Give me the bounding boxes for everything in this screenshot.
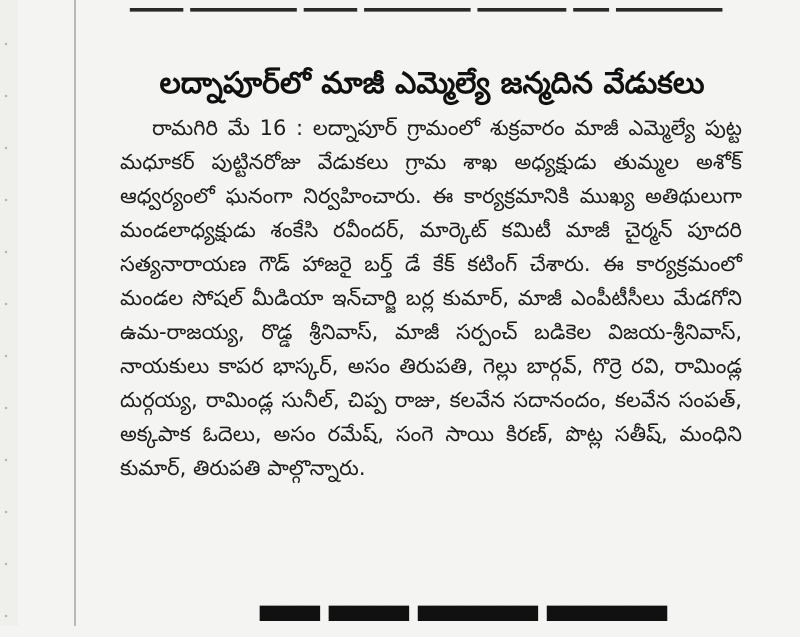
article-body xyxy=(120,111,742,611)
news-article xyxy=(112,0,752,637)
previous-article-cut-line xyxy=(130,0,730,14)
article-body-text: లద్నాపూర్ గ్రామంలో శుక్రవారం మాజీ ఎమ్మెల్యే పుట్ట మధూకర్ పుట్టినరోజు వేడుకలు గ్రామ శాఖ అధ్యక్షుడు తుమ్మల అశోక్ ఆధ్వర్యంలో ఘనంగా నిర్వహించారు. ఈ కార్యక్రమానికి ముఖ్య అతిథులుగా మండలాధ్యక్షుడు శంకేసి రవీందర్, మార్కెట్ కమిటీ మాజీ చైర్మన్ పూదరి సత్యనారాయణ గౌడ్ హాజరై బర్త్ డే కేక్ కటింగ్ చేశారు. ఈ కార్యక్రమంలో మండల సోషల్ మీడియా ఇన్‌చార్జి బర్ల కుమార్, మాజీ ఎంపీటీసీలు మేడగోని ఉమ-రాజయ్య, రొడ్డ శ్రీనివాస్, మాజీ సర్పంచ్ బడికెల విజయ-శ్రీనివాస్, నాయకులు కాపర భాస్కర్, అసం తిరుపతి, గెల్లు బార్గవ్, గొర్రె రవి, రామిండ్ల దుర్గయ్య, రామిండ్ల సునీల్, చిప్ప రాజు, కలవేన సదానందం, కలవేన సంపత్, అక్కపాక ఓదెలు, అసం రమేష్, సంగె సాయి కిరణ్, పొట్ల సతీష్, మంధిని కుమార్, తిరుపతి పాల్గొన్నారు. xyxy=(120,116,742,480)
column-divider xyxy=(74,0,76,626)
article-headline: లద్నాపూర్‌లో మాజీ ఎమ్మెల్యే జన్మదిన వేడుకలు xyxy=(159,66,705,102)
adjacent-column-dots xyxy=(4,0,8,626)
next-article-headline-cut: ▀▀▀ ▀▀▀▀ ▀▀▀▀▀▀ ▀▀▀▀▀▀ xyxy=(260,607,668,637)
adjacent-column-edge xyxy=(0,0,18,626)
article-dateline: రామగిరి మే 16 : xyxy=(152,116,304,140)
